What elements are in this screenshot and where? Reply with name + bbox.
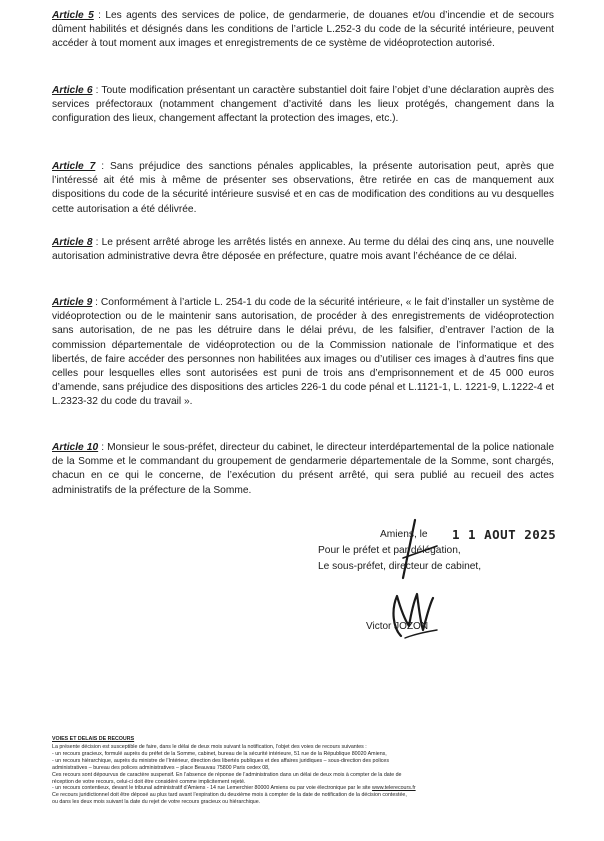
article-7 [52,160,554,217]
article-title: Article 8 [52,237,93,248]
signature-line-2: Le sous-préfet, directeur de cabinet, [318,561,482,572]
signature-line-1: Pour le préfet et par délégation, [318,545,461,556]
article-title: Article 9 [52,297,93,308]
signatory-name: Victor JOZON [366,621,429,632]
footer-title: VOIES ET DELAIS DE RECOURS [52,736,135,742]
article-6 [52,84,554,127]
article-title: Article 7 [52,161,96,172]
footer-line [52,785,560,792]
article-title: Article 5 [52,10,94,21]
article-10 [52,441,554,498]
article-title: Article 6 [52,85,93,96]
article-text: : Les agents des services de police, de gendarmerie, de douanes et/ou d’incendie et de secours dûment habilités et désignés dans les conditions de l’article L.252-3 du code de la sécurité intérieure, peuvent accéder à tout moment aux images et enregistrements de ce système de vidéoprotection autorisé. [52,10,554,50]
footer-line: - un recours hiérarchique, auprès du ministre de l’Intérieur, direction des libertés publiques et des affaires juridiques – sous-direction des polices [52,757,390,764]
date-stamp: 1 1 AOUT 2025 [452,527,557,542]
footer-line: réception de votre recours, celui-ci doit être considéré comme implicitement rejeté. [52,778,246,785]
article-text: : Sans préjudice des sanctions pénales applicables, la présente autorisation peut, après que l’intéressé ait été mis à même de présenter ses observations, être retirée en cas de manquement aux dispositions du code de la sécurité intérieure susvisé et en cas de modification des conditions au vu desquelles cette autorisation a été délivrée. [52,161,554,215]
article-text: : Le présent arrêté abroge les arrêtés listés en annexe. Au terme du délai des cinq ans, une nouvelle autorisation administrative devra être déposée en préfecture, quatre mois avant l’échéance de ce délai. [52,237,555,263]
article-title: Article 10 [52,442,99,453]
footer-line: ou dans les deux mois suivant la date du rejet de votre recours gracieux ou hiérarchique. [52,799,261,806]
footer-line-text: - un recours contentieux, devant le tribunal administratif d’Amiens - 14 rue Lemerchier 80000 Amiens ou par voie électronique par le site [52,785,373,792]
article-8 [52,236,554,264]
footer-line: administratives – bureau des polices administratives – place Beauvau 75800 Paris cedex 08, [52,764,270,771]
article-9 [52,296,554,410]
footer-line: Ces recours sont dépourvus de caractère suspensif. En l’absence de réponse de l’administration dans un délai de deux mois à compter de la date de [52,771,402,778]
signature-place: Amiens, le [380,529,428,540]
article-text: : Toute modification présentant un caractère substantiel doit faire l’objet d’une déclaration auprès des services préfectoraux (notamment changement d’activité dans les lieux protégés, changement dans la configuration des lieux, changement affectant la protection des images, etc.). [52,85,554,125]
footer-line: Ce recours juridictionnel doit être déposé au plus tard avant l’expiration du deuxième mois à compter de la date de notification de la décision contestée, [52,792,407,799]
article-5 [52,9,554,52]
article-text: : Monsieur le sous-préfet, directeur du cabinet, le directeur interdépartemental de la police nationale de la Somme et le commandant du groupement de gendarmerie départementale de la Somme, sont chargés, chacun en ce qui le concerne, de l’exécution du présent arrêté, qui sera publié au recueil des actes administratifs de la préfecture de la Somme. [52,442,555,496]
footer-text [52,744,560,806]
footer-line: La présente décision est susceptible de faire, dans le délai de deux mois suivant la notification, l’objet des voies de recours suivantes : [52,744,367,750]
telerecours-link[interactable]: www.telerecours.fr [372,785,416,792]
footer-line: - un recours gracieux, formulé auprès du préfet de la Somme, cabinet, bureau de la sécurité intérieure, 51 rue de la République 80020 Amiens, [52,750,387,757]
article-text: : Conformément à l’article L. 254-1 du code de la sécurité intérieure, « le fait d’installer un système de vidéoprotection ou de le maintenir sans autorisation, de procéder à des enregistrements de vidéoprotection sans autorisation, de ne pas les détruire dans le délai prévu, de les falsifier, d’entraver l’action de la commission départementale de vidéoprotection ou de la Commission nationale de l’informatique et des libertés, de faire accéder des personnes non habilitées aux images ou d’utiliser ces images à d’autres fins que celles pour lesquelles elles sont autorisées est puni de trois ans d’emprisonnement et de 45 000 euros d’amende, sans préjudice des dispositions des articles 226-1 du code pénal et L.1121-1, L. 1221-9, L.1222-4 et L.2323-32 du code du travail ». [52,297,555,408]
